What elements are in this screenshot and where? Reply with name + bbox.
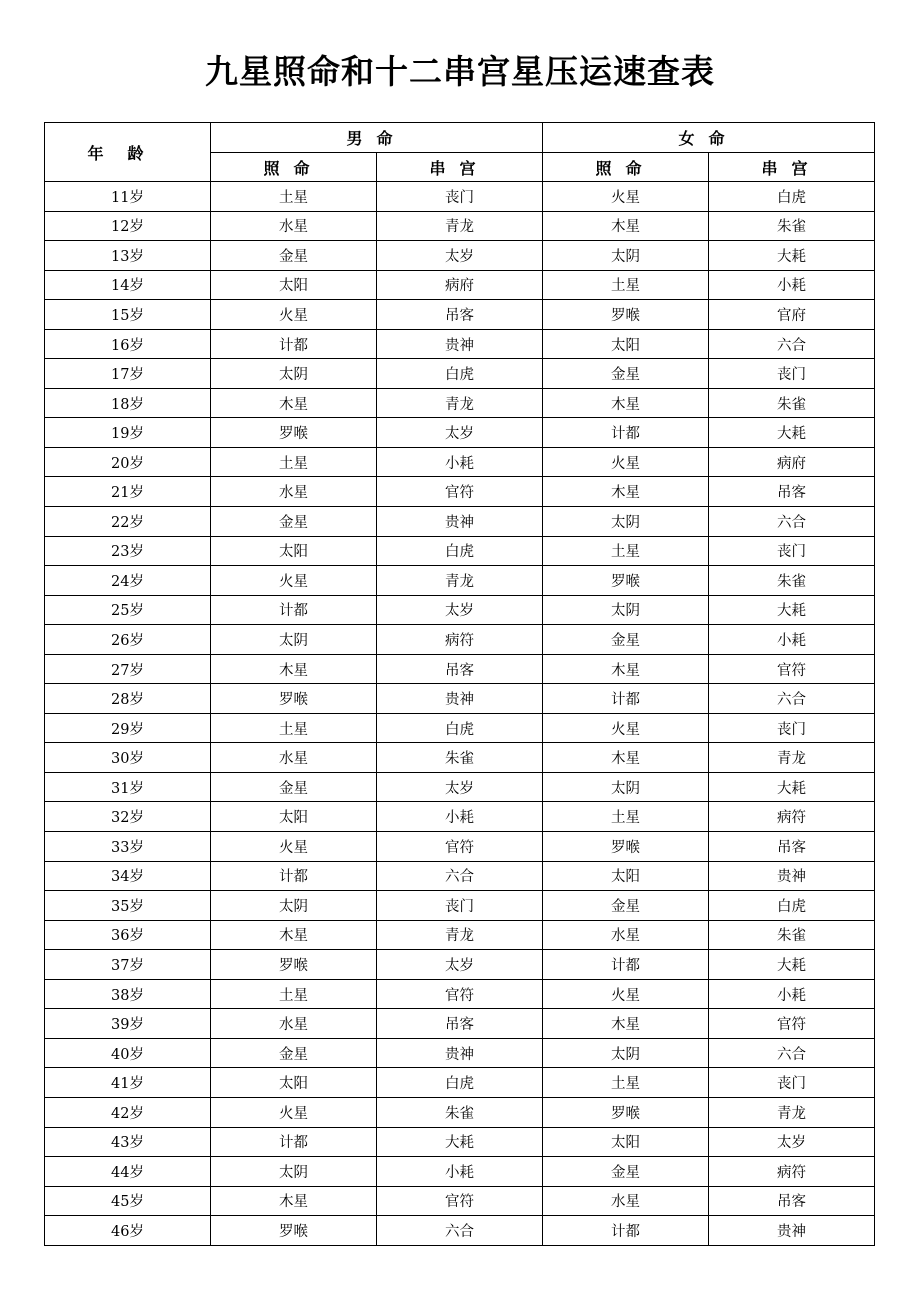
cell-female-zhaoming: 木星	[543, 388, 709, 418]
cell-male-zhaoming: 太阴	[211, 359, 377, 389]
cell-male-zhaoming: 水星	[211, 477, 377, 507]
cell-male-chuangong: 青龙	[377, 566, 543, 596]
table-row	[45, 950, 875, 980]
cell-female-zhaoming: 太阴	[543, 1038, 709, 1068]
cell-male-zhaoming: 木星	[211, 1186, 377, 1216]
table-row	[45, 507, 875, 537]
cell-male-chuangong: 朱雀	[377, 743, 543, 773]
cell-male-chuangong: 太岁	[377, 595, 543, 625]
cell-male-chuangong: 白虎	[377, 1068, 543, 1098]
table-row	[45, 802, 875, 832]
cell-age: 17岁	[45, 359, 211, 389]
cell-female-chuangong: 大耗	[709, 950, 875, 980]
cell-female-chuangong: 白虎	[709, 891, 875, 921]
cell-female-chuangong: 吊客	[709, 1186, 875, 1216]
cell-female-chuangong: 病府	[709, 447, 875, 477]
cell-male-zhaoming: 水星	[211, 743, 377, 773]
table-row	[45, 979, 875, 1009]
cell-female-zhaoming: 木星	[543, 743, 709, 773]
cell-male-zhaoming: 太阴	[211, 625, 377, 655]
cell-female-chuangong: 大耗	[709, 418, 875, 448]
cell-male-zhaoming: 土星	[211, 447, 377, 477]
table-row	[45, 211, 875, 241]
table-row	[45, 477, 875, 507]
table-row	[45, 743, 875, 773]
cell-age: 46岁	[45, 1216, 211, 1246]
cell-male-chuangong: 贵神	[377, 507, 543, 537]
cell-female-chuangong: 朱雀	[709, 211, 875, 241]
cell-age: 42岁	[45, 1097, 211, 1127]
cell-male-zhaoming: 金星	[211, 1038, 377, 1068]
cell-female-zhaoming: 金星	[543, 625, 709, 655]
table-row	[45, 713, 875, 743]
cell-female-zhaoming: 太阴	[543, 595, 709, 625]
cell-female-zhaoming: 计都	[543, 950, 709, 980]
cell-age: 29岁	[45, 713, 211, 743]
cell-male-chuangong: 丧门	[377, 182, 543, 212]
cell-female-zhaoming: 太阴	[543, 507, 709, 537]
cell-male-zhaoming: 太阳	[211, 1068, 377, 1098]
page-title: 九星照命和十二串宫星压运速查表	[205, 52, 715, 91]
cell-female-chuangong: 贵神	[709, 861, 875, 891]
cell-age: 43岁	[45, 1127, 211, 1157]
cell-age: 23岁	[45, 536, 211, 566]
header-female: 女命	[543, 123, 875, 153]
table-row	[45, 861, 875, 891]
cell-female-zhaoming: 金星	[543, 1157, 709, 1187]
cell-male-chuangong: 太岁	[377, 772, 543, 802]
cell-male-chuangong: 吊客	[377, 1009, 543, 1039]
table-row	[45, 684, 875, 714]
cell-female-zhaoming: 土星	[543, 1068, 709, 1098]
cell-age: 34岁	[45, 861, 211, 891]
cell-female-zhaoming: 火星	[543, 713, 709, 743]
table-row	[45, 1068, 875, 1098]
cell-male-zhaoming: 罗喉	[211, 950, 377, 980]
cell-female-chuangong: 六合	[709, 507, 875, 537]
table-row	[45, 654, 875, 684]
table-row	[45, 625, 875, 655]
table-row	[45, 1097, 875, 1127]
table-row	[45, 920, 875, 950]
cell-female-chuangong: 六合	[709, 329, 875, 359]
cell-female-chuangong: 丧门	[709, 1068, 875, 1098]
header-female-zhaoming: 照命	[543, 153, 709, 182]
table-row	[45, 447, 875, 477]
cell-male-zhaoming: 计都	[211, 1127, 377, 1157]
cell-female-zhaoming: 木星	[543, 477, 709, 507]
cell-female-chuangong: 朱雀	[709, 920, 875, 950]
cell-male-chuangong: 病符	[377, 625, 543, 655]
cell-male-chuangong: 贵神	[377, 329, 543, 359]
cell-female-chuangong: 青龙	[709, 1097, 875, 1127]
cell-age: 19岁	[45, 418, 211, 448]
cell-female-zhaoming: 火星	[543, 182, 709, 212]
cell-male-zhaoming: 金星	[211, 241, 377, 271]
cell-male-chuangong: 白虎	[377, 536, 543, 566]
cell-female-chuangong: 官府	[709, 300, 875, 330]
table-row	[45, 300, 875, 330]
cell-age: 11岁	[45, 182, 211, 212]
cell-male-chuangong: 青龙	[377, 920, 543, 950]
cell-age: 33岁	[45, 832, 211, 862]
cell-male-zhaoming: 木星	[211, 388, 377, 418]
cell-male-chuangong: 官符	[377, 477, 543, 507]
cell-male-zhaoming: 太阴	[211, 891, 377, 921]
cell-male-chuangong: 太岁	[377, 241, 543, 271]
table-row	[45, 536, 875, 566]
cell-male-zhaoming: 计都	[211, 595, 377, 625]
cell-female-chuangong: 病符	[709, 1157, 875, 1187]
cell-female-chuangong: 吊客	[709, 832, 875, 862]
cell-female-chuangong: 太岁	[709, 1127, 875, 1157]
cell-female-chuangong: 白虎	[709, 182, 875, 212]
table-row	[45, 595, 875, 625]
cell-male-chuangong: 朱雀	[377, 1097, 543, 1127]
cell-female-zhaoming: 金星	[543, 359, 709, 389]
cell-male-chuangong: 青龙	[377, 388, 543, 418]
cell-female-chuangong: 丧门	[709, 359, 875, 389]
cell-age: 41岁	[45, 1068, 211, 1098]
cell-female-zhaoming: 罗喉	[543, 566, 709, 596]
table-body	[45, 182, 875, 1246]
header-male: 男命	[211, 123, 543, 153]
table-row	[45, 388, 875, 418]
cell-female-chuangong: 大耗	[709, 595, 875, 625]
table-row	[45, 772, 875, 802]
cell-male-chuangong: 贵神	[377, 684, 543, 714]
table-row	[45, 566, 875, 596]
cell-age: 16岁	[45, 329, 211, 359]
table-row	[45, 182, 875, 212]
cell-age: 18岁	[45, 388, 211, 418]
cell-age: 14岁	[45, 270, 211, 300]
cell-female-zhaoming: 罗喉	[543, 300, 709, 330]
cell-male-zhaoming: 土星	[211, 182, 377, 212]
cell-male-chuangong: 官符	[377, 979, 543, 1009]
cell-age: 26岁	[45, 625, 211, 655]
cell-male-zhaoming: 计都	[211, 861, 377, 891]
cell-male-chuangong: 丧门	[377, 891, 543, 921]
cell-age: 27岁	[45, 654, 211, 684]
header-male-chuangong: 串宫	[377, 153, 543, 182]
cell-male-zhaoming: 火星	[211, 566, 377, 596]
cell-female-chuangong: 六合	[709, 684, 875, 714]
cell-female-chuangong: 官符	[709, 654, 875, 684]
cell-male-zhaoming: 太阳	[211, 536, 377, 566]
cell-age: 44岁	[45, 1157, 211, 1187]
cell-age: 35岁	[45, 891, 211, 921]
cell-female-zhaoming: 土星	[543, 536, 709, 566]
cell-female-chuangong: 大耗	[709, 772, 875, 802]
cell-age: 36岁	[45, 920, 211, 950]
cell-male-chuangong: 六合	[377, 861, 543, 891]
cell-age: 37岁	[45, 950, 211, 980]
cell-female-zhaoming: 金星	[543, 891, 709, 921]
cell-female-zhaoming: 太阳	[543, 329, 709, 359]
cell-male-zhaoming: 太阴	[211, 1157, 377, 1187]
cell-age: 45岁	[45, 1186, 211, 1216]
cell-female-zhaoming: 木星	[543, 211, 709, 241]
cell-female-zhaoming: 太阳	[543, 861, 709, 891]
cell-male-chuangong: 小耗	[377, 1157, 543, 1187]
cell-age: 28岁	[45, 684, 211, 714]
cell-male-zhaoming: 土星	[211, 979, 377, 1009]
cell-female-chuangong: 丧门	[709, 713, 875, 743]
cell-female-chuangong: 贵神	[709, 1216, 875, 1246]
cell-female-chuangong: 大耗	[709, 241, 875, 271]
cell-age: 20岁	[45, 447, 211, 477]
table-row	[45, 832, 875, 862]
cell-male-chuangong: 大耗	[377, 1127, 543, 1157]
cell-female-zhaoming: 计都	[543, 418, 709, 448]
cell-age: 15岁	[45, 300, 211, 330]
cell-female-zhaoming: 罗喉	[543, 1097, 709, 1127]
cell-age: 21岁	[45, 477, 211, 507]
cell-male-zhaoming: 太阳	[211, 802, 377, 832]
cell-age: 39岁	[45, 1009, 211, 1039]
cell-female-chuangong: 小耗	[709, 625, 875, 655]
cell-age: 32岁	[45, 802, 211, 832]
table-row	[45, 329, 875, 359]
cell-male-zhaoming: 火星	[211, 300, 377, 330]
cell-male-chuangong: 贵神	[377, 1038, 543, 1068]
cell-female-chuangong: 朱雀	[709, 566, 875, 596]
cell-age: 22岁	[45, 507, 211, 537]
table-row	[45, 1038, 875, 1068]
cell-female-zhaoming: 太阴	[543, 772, 709, 802]
cell-age: 13岁	[45, 241, 211, 271]
cell-male-chuangong: 六合	[377, 1216, 543, 1246]
cell-male-zhaoming: 火星	[211, 1097, 377, 1127]
cell-male-chuangong: 吊客	[377, 300, 543, 330]
table-row	[45, 891, 875, 921]
cell-female-chuangong: 小耗	[709, 270, 875, 300]
cell-age: 40岁	[45, 1038, 211, 1068]
cell-male-zhaoming: 罗喉	[211, 418, 377, 448]
cell-age: 38岁	[45, 979, 211, 1009]
cell-male-chuangong: 小耗	[377, 447, 543, 477]
table-row	[45, 1127, 875, 1157]
cell-male-zhaoming: 太阳	[211, 270, 377, 300]
cell-female-chuangong: 小耗	[709, 979, 875, 1009]
cell-male-chuangong: 白虎	[377, 713, 543, 743]
table-row	[45, 241, 875, 271]
cell-female-zhaoming: 罗喉	[543, 832, 709, 862]
cell-male-zhaoming: 水星	[211, 1009, 377, 1039]
header-age: 年龄	[45, 123, 211, 182]
cell-male-zhaoming: 木星	[211, 920, 377, 950]
cell-female-zhaoming: 土星	[543, 802, 709, 832]
table-row	[45, 418, 875, 448]
cell-male-chuangong: 官符	[377, 1186, 543, 1216]
cell-female-zhaoming: 太阳	[543, 1127, 709, 1157]
header-male-zhaoming: 照命	[211, 153, 377, 182]
cell-female-zhaoming: 太阴	[543, 241, 709, 271]
cell-age: 30岁	[45, 743, 211, 773]
cell-female-chuangong: 青龙	[709, 743, 875, 773]
table-row	[45, 1157, 875, 1187]
cell-female-zhaoming: 水星	[543, 1186, 709, 1216]
cell-male-chuangong: 吊客	[377, 654, 543, 684]
cell-female-chuangong: 吊客	[709, 477, 875, 507]
cell-female-chuangong: 官符	[709, 1009, 875, 1039]
cell-male-chuangong: 青龙	[377, 211, 543, 241]
cell-age: 12岁	[45, 211, 211, 241]
cell-male-chuangong: 小耗	[377, 802, 543, 832]
cell-age: 25岁	[45, 595, 211, 625]
cell-female-chuangong: 病符	[709, 802, 875, 832]
header-female-chuangong: 串宫	[709, 153, 875, 182]
cell-female-zhaoming: 木星	[543, 1009, 709, 1039]
cell-female-zhaoming: 计都	[543, 684, 709, 714]
cell-male-chuangong: 病府	[377, 270, 543, 300]
cell-female-chuangong: 丧门	[709, 536, 875, 566]
table-row	[45, 1186, 875, 1216]
cell-male-chuangong: 太岁	[377, 418, 543, 448]
cell-male-zhaoming: 木星	[211, 654, 377, 684]
cell-male-zhaoming: 计都	[211, 329, 377, 359]
cell-male-zhaoming: 土星	[211, 713, 377, 743]
table-row	[45, 270, 875, 300]
cell-male-zhaoming: 火星	[211, 832, 377, 862]
cell-female-zhaoming: 土星	[543, 270, 709, 300]
cell-age: 31岁	[45, 772, 211, 802]
cell-female-zhaoming: 水星	[543, 920, 709, 950]
cell-male-zhaoming: 金星	[211, 772, 377, 802]
cell-male-chuangong: 官符	[377, 832, 543, 862]
cell-female-chuangong: 六合	[709, 1038, 875, 1068]
cell-male-zhaoming: 金星	[211, 507, 377, 537]
cell-male-chuangong: 太岁	[377, 950, 543, 980]
cell-female-zhaoming: 计都	[543, 1216, 709, 1246]
cell-female-zhaoming: 火星	[543, 979, 709, 1009]
cell-male-zhaoming: 水星	[211, 211, 377, 241]
cell-female-zhaoming: 火星	[543, 447, 709, 477]
cell-female-chuangong: 朱雀	[709, 388, 875, 418]
table-row	[45, 359, 875, 389]
lookup-table	[44, 122, 875, 1246]
cell-female-zhaoming: 木星	[543, 654, 709, 684]
cell-male-zhaoming: 罗喉	[211, 1216, 377, 1246]
table-row	[45, 1009, 875, 1039]
table-row	[45, 1216, 875, 1246]
cell-male-chuangong: 白虎	[377, 359, 543, 389]
cell-male-zhaoming: 罗喉	[211, 684, 377, 714]
cell-age: 24岁	[45, 566, 211, 596]
